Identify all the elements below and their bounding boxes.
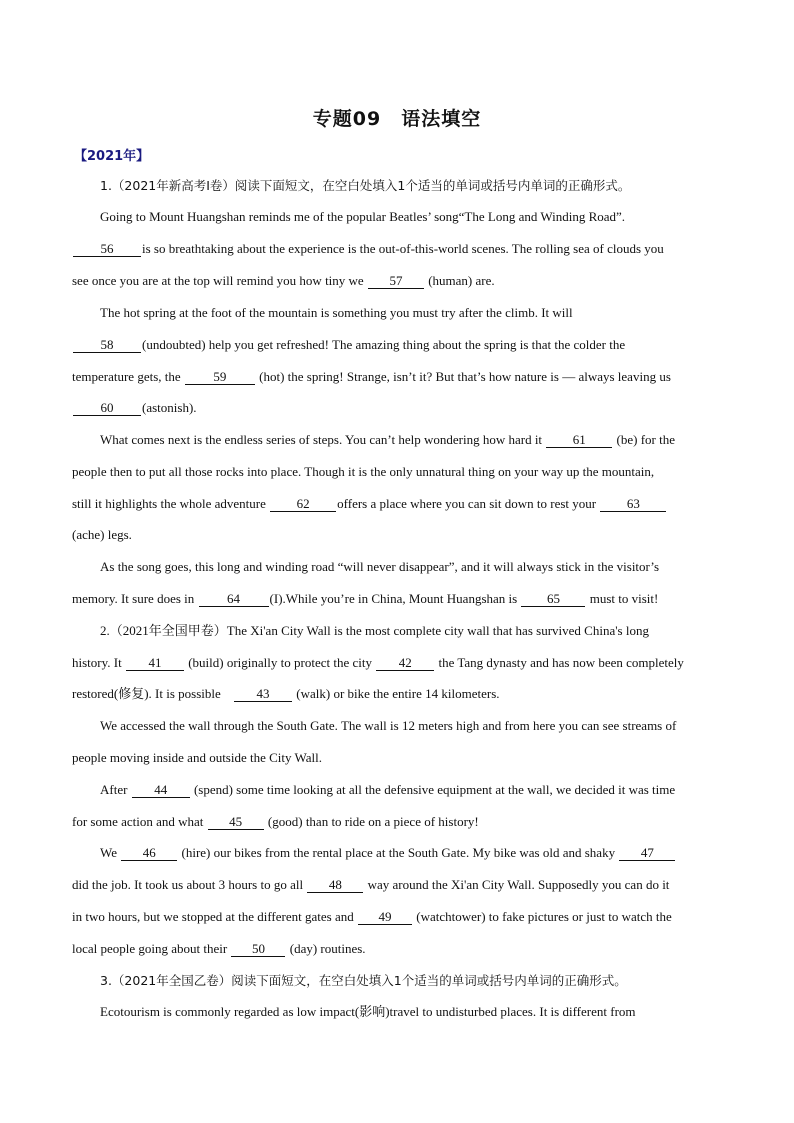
q2-line: in two hours, but we stopped at the different gates and 49 (watchtower) to fake pictures or just to watch the <box>72 909 672 924</box>
q2-line: history. It 41 (build) originally to protect the city 42 the Tang dynasty and has now been completely <box>72 655 684 670</box>
q1-line: memory. It sure does in 64 (I).While you’re in China, Mount Huangshan is 65 must to visit! <box>72 591 659 606</box>
q1-line: still it highlights the whole adventure 62 offers a place where you can sit down to rest your 63 <box>72 495 722 513</box>
q1-line: temperature gets, the 59 (hot) the spring! Strange, isn’t it? But that’s how nature is — always leaving us <box>72 369 671 384</box>
q1-line: As the song goes, this long and winding road “will never disappear”, and it will always stick in the visitor’s <box>100 559 660 574</box>
q2-line: for some action and what 45 (good) than to ride on a piece of history! <box>72 814 479 829</box>
blank-50[interactable]: 50 <box>231 941 285 957</box>
q2-line: local people going about their 50 (day) routines. <box>72 941 366 956</box>
q2-line: We accessed the wall through the South Gate. The wall is 12 meters high and from here you can see streams of <box>100 718 677 733</box>
q2-line: After 44 (spend) some time looking at all the defensive equipment at the wall, we decided it was time <box>100 782 676 797</box>
blank-44[interactable]: 44 <box>132 782 190 798</box>
q2-line: We 46 (hire) our bikes from the rental place at the South Gate. My bike was old and shaky 47 <box>100 844 722 862</box>
q1-line: The hot spring at the foot of the mountain is something you must try after the climb. It will <box>100 305 573 320</box>
blank-59[interactable]: 59 <box>185 369 255 385</box>
blank-46[interactable]: 46 <box>121 845 177 861</box>
blank-41[interactable]: 41 <box>126 655 184 671</box>
blank-57[interactable]: 57 <box>368 273 424 289</box>
blank-63[interactable]: 63 <box>600 496 666 512</box>
q1-line: What comes next is the endless series of steps. You can’t help wondering how hard it 61 (be) for the <box>100 432 676 447</box>
page-title: 专题09 语法填空 <box>312 108 482 130</box>
blank-65[interactable]: 65 <box>521 591 585 607</box>
section-tag: 【2021年】 <box>74 149 150 164</box>
q1-line: 60 (astonish). <box>72 399 722 417</box>
blank-64[interactable]: 64 <box>199 591 269 607</box>
q1-heading: 1.（2021年新高考I卷）阅读下面短文，在空白处填入1个适当的单词或括号内单词的正确形式。 <box>100 178 631 193</box>
blank-61[interactable]: 61 <box>546 432 612 448</box>
q1-line: see once you are at the top will remind you how tiny we 57 (human) are. <box>72 273 495 288</box>
blank-56[interactable]: 56 <box>73 241 141 257</box>
blank-48[interactable]: 48 <box>307 877 363 893</box>
blank-43[interactable]: 43 <box>234 686 292 702</box>
q3-line: Ecotourism is commonly regarded as low impact(影响)travel to undisturbed places. It is different from <box>100 1004 636 1019</box>
q2-line: 2.（2021年全国甲卷）The Xi'an City Wall is the most complete city wall that has survived China's long <box>100 623 649 638</box>
q3-heading: 3.（2021年全国乙卷）阅读下面短文，在空白处填入1个适当的单词或括号内单词的正确形式。 <box>100 973 627 988</box>
q1-line: Going to Mount Huangshan reminds me of the popular Beatles’ song“The Long and Winding Road”. <box>100 209 626 224</box>
blank-49[interactable]: 49 <box>358 909 412 925</box>
q2-line: did the job. It took us about 3 hours to go all 48 way around the Xi'an City Wall. Supposedly you can do it <box>72 877 670 892</box>
q1-line: people then to put all those rocks into place. Though it is the only unnatural thing on your way up the mountain, <box>72 464 655 479</box>
blank-60[interactable]: 60 <box>73 400 141 416</box>
q1-line: (ache) legs. <box>72 527 132 542</box>
blank-58[interactable]: 58 <box>73 337 141 353</box>
q1-line: 56 is so breathtaking about the experience is the out-of-this-world scenes. The rolling sea of clouds you <box>72 240 722 258</box>
q2-line: people moving inside and outside the City Wall. <box>72 750 323 765</box>
blank-42[interactable]: 42 <box>376 655 434 671</box>
blank-62[interactable]: 62 <box>270 496 336 512</box>
q1-line: 58 (undoubted) help you get refreshed! The amazing thing about the spring is that the colder the <box>72 336 722 354</box>
blank-45[interactable]: 45 <box>208 814 264 830</box>
blank-47[interactable]: 47 <box>619 845 675 861</box>
q2-line: restored(修复). It is possible 43 (walk) or bike the entire 14 kilometers. <box>72 686 500 701</box>
